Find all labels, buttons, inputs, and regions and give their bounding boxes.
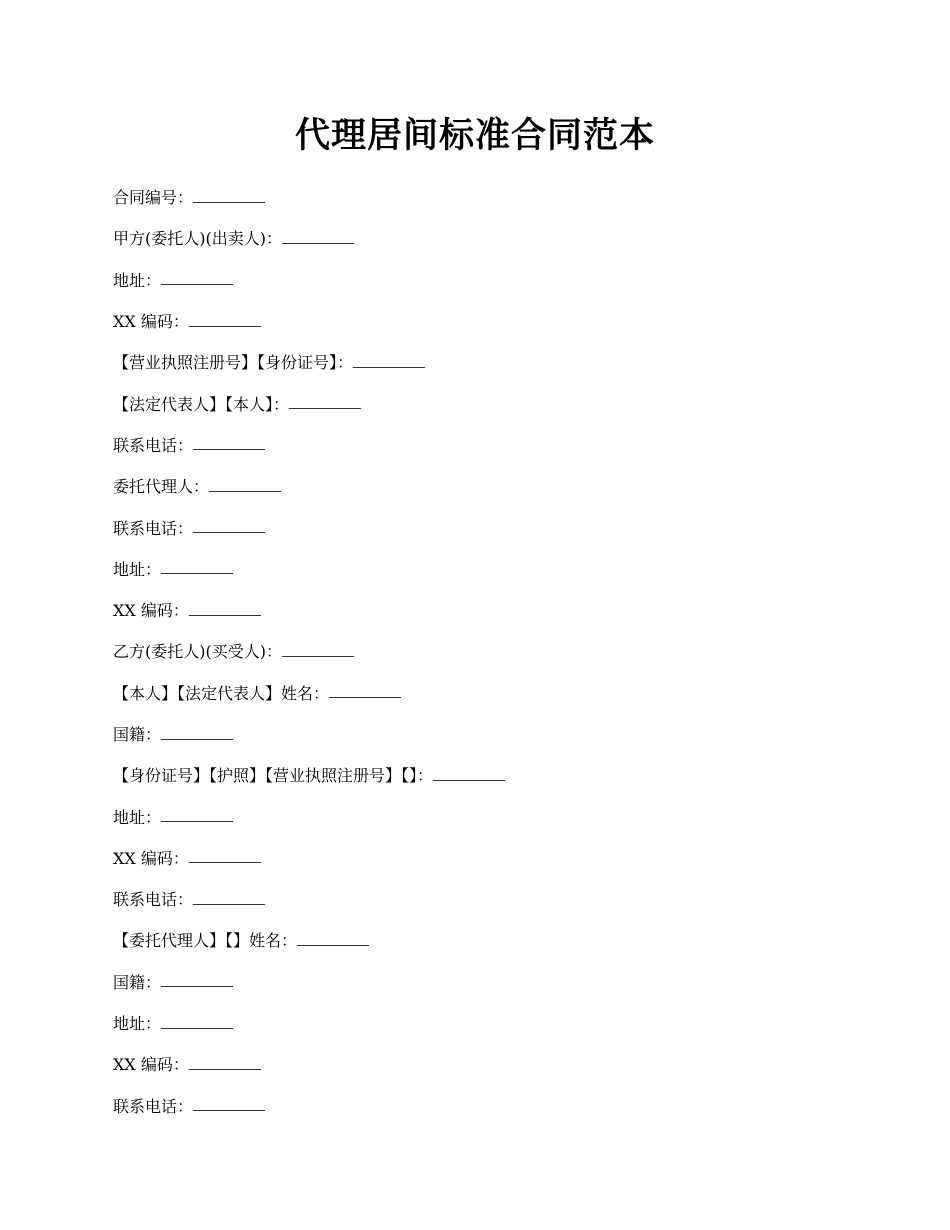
fill-in-blank: _________	[161, 1013, 234, 1031]
document-title: 代理居间标准合同范本	[294, 115, 655, 156]
field-party-b-name	[113, 672, 873, 713]
fill-in-blank: _________	[193, 889, 266, 907]
field-label: 国籍：	[113, 725, 162, 744]
field-label: XX 编码：	[113, 1055, 189, 1075]
field-label: XX 编码：	[113, 312, 189, 332]
field-party-a	[113, 217, 873, 258]
field-party-a-representative	[113, 382, 873, 423]
fill-in-blank: _________	[289, 394, 362, 412]
field-label: 委托代理人：	[113, 477, 210, 497]
field-party-a-agent-postcode	[113, 589, 873, 630]
field-label: 【本人】【法定代表人】姓名：	[113, 683, 330, 703]
fill-in-blank: _________	[161, 972, 234, 990]
field-label: 地址：	[113, 270, 162, 290]
field-label: 【身份证号】【护照】【营业执照注册号】【】：	[113, 766, 434, 786]
field-party-a-agent-phone	[113, 506, 873, 547]
field-party-b-agent-postcode	[113, 1043, 873, 1084]
field-contract-number	[113, 176, 873, 217]
field-label: 【法定代表人】【本人】：	[113, 394, 290, 414]
fill-in-blank: _________	[193, 1096, 266, 1114]
field-label: 【营业执照注册号】【身份证号】：	[113, 353, 354, 373]
field-party-b-agent-address	[113, 1002, 873, 1043]
fill-in-blank: _________	[188, 600, 261, 618]
field-label: 【委托代理人】【】姓名：	[113, 931, 298, 951]
fill-in-blank: _________	[188, 1054, 261, 1072]
field-label: 联系电话：	[113, 1096, 194, 1116]
fill-in-blank: _________	[188, 848, 261, 866]
field-party-b-address	[113, 795, 873, 836]
field-label: 联系电话：	[113, 890, 194, 910]
field-party-b-agent-phone	[113, 1085, 873, 1126]
fill-in-blank: _________	[433, 765, 506, 783]
fill-in-blank: _________	[193, 435, 266, 453]
field-party-b-agent-nationality	[113, 961, 873, 1002]
field-party-b-id	[113, 754, 873, 795]
field-label: 地址：	[113, 807, 162, 827]
field-party-b-agent-name	[113, 919, 873, 960]
field-party-a-address	[113, 259, 873, 300]
field-party-b	[113, 630, 873, 671]
field-label: XX 编码：	[113, 848, 189, 868]
field-label: 地址：	[113, 559, 162, 579]
fill-in-blank: _________	[161, 559, 234, 577]
field-party-b-postcode	[113, 837, 873, 878]
field-party-a-id	[113, 341, 873, 382]
field-party-b-nationality	[113, 713, 873, 754]
field-label: 乙方(委托人)(买受人)：	[113, 642, 282, 662]
field-party-a-agent-address	[113, 548, 873, 589]
fill-in-blank: _________	[209, 476, 282, 494]
fill-in-blank: _________	[161, 270, 234, 288]
fill-in-blank: _________	[329, 683, 402, 701]
fill-in-blank: _________	[281, 641, 354, 659]
field-label: 地址：	[113, 1014, 162, 1034]
field-party-a-postcode	[113, 300, 873, 341]
fill-in-blank: _________	[161, 807, 234, 825]
fill-in-blank: _________	[188, 311, 261, 329]
fill-in-blank: _________	[353, 352, 426, 370]
field-label: 国籍：	[113, 972, 162, 992]
field-label: 联系电话：	[113, 518, 194, 538]
fill-in-blank: _________	[281, 228, 354, 246]
field-label: 联系电话：	[113, 435, 194, 455]
field-party-a-phone	[113, 424, 873, 465]
fill-in-blank: _________	[193, 187, 266, 205]
field-label: 甲方(委托人)(出卖人)：	[113, 229, 282, 249]
field-label: 合同编号：	[113, 188, 194, 208]
contract-fields	[113, 176, 873, 1126]
field-party-a-agent	[113, 465, 873, 506]
fill-in-blank: _________	[297, 930, 370, 948]
field-label: XX 编码：	[113, 601, 189, 621]
field-party-b-phone	[113, 878, 873, 919]
fill-in-blank: _________	[193, 518, 266, 536]
fill-in-blank: _________	[161, 724, 234, 742]
